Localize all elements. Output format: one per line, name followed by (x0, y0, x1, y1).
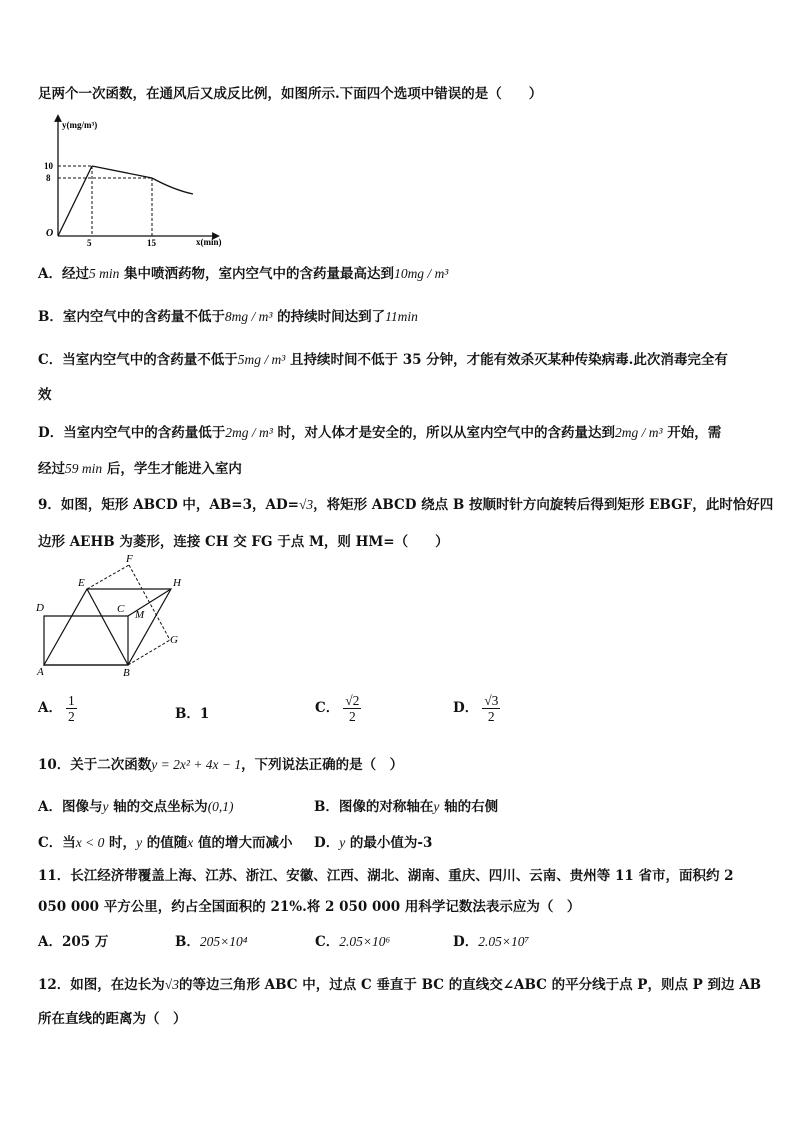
dash-ef (87, 565, 129, 589)
label-c: C (117, 603, 125, 615)
q11-option-b: B．205×10⁴ (175, 934, 248, 950)
dash-bg (128, 640, 170, 665)
q11-option-c: C．2.05×10⁶ (315, 934, 391, 950)
q10-stem: 10．关于二次函数y = 2x² + 4x − 1，下列说法正确的是（ ） (38, 757, 404, 773)
y-tick-8: 8 (46, 173, 51, 183)
q9-option-d: D． $\frac{√3}{2}$ (453, 693, 499, 724)
q8-option-c: C．当室内空气中的含药量不低于5mg / m³ 且持续时间不低于 35 分钟，才能有效杀灭某种传染病毒.此次消毒完全有 (38, 352, 728, 368)
q9-option-a: A． $\frac{1}{2}$ (38, 693, 75, 724)
q10-option-b: B．图像的对称轴在y 轴的右侧 (314, 799, 499, 815)
label-a: A (37, 666, 44, 678)
q9-stem-cont: 边形 AEHB 为菱形，连接 CH 交 FG 于点 M，则 HM=（ ） (38, 534, 449, 550)
q9-option-b: B．1 (175, 706, 210, 722)
label-b: B (123, 667, 130, 679)
q10-option-d: D．y 的最小值为-3 (314, 835, 433, 851)
q12-stem: 12．如图，在边长为√3的等边三角形 ABC 中，过点 C 垂直于 BC 的直线交∠ABC 的平分线于点 P，则点 P 到边 AB (38, 977, 762, 993)
x-tick-5: 5 (87, 238, 92, 248)
y-axis-label: y(mg/m³) (62, 120, 98, 130)
x-tick-15: 15 (147, 238, 156, 248)
q8-option-b: B．室内空气中的含药量不低于8mg / m³ 的持续时间达到了11min (38, 309, 418, 325)
label-m: M (135, 609, 145, 621)
q12-stem-cont: 所在直线的距离为（ ） (38, 1011, 187, 1027)
q9-figure (34, 552, 204, 682)
label-e: E (78, 577, 85, 589)
rise-segment (58, 166, 92, 236)
q10-option-c: C．当x < 0 时，y 的值随x 值的增大而减小 (38, 835, 293, 851)
q11-stem: 11．长江经济带覆盖上海、江苏、浙江、安徽、江西、湖北、湖南、重庆、四川、云南、贵州等 11 省市，面积约 2 (38, 868, 734, 884)
q8-option-c-cont: 效 (38, 387, 52, 403)
y-tick-10: 10 (44, 161, 53, 171)
q8-option-a: A．经过5 min 集中喷洒药物，室内空气中的含药量最高达到10mg / m³ (38, 266, 449, 282)
q8-option-d: D．当室内空气中的含药量低于2mg / m³ 时，对人体才是安全的，所以从室内空气中的含药量达到2mg / m³ 开始，需 (38, 425, 722, 441)
q9-stem: 9．如图，矩形 ABCD 中，AB=3，AD=√3，将矩形 ABCD 绕点 B 按顺时针方向旋转后得到矩形 EBGF，此时恰好四 (38, 497, 774, 513)
inverse-curve (152, 178, 193, 194)
q8-stem: 足两个一次函数，在通风后又成反比例，如图所示.下面四个选项中错误的是（ ） (38, 86, 543, 102)
label-h: H (173, 577, 181, 589)
q8-graph (38, 112, 228, 252)
segment-eb (87, 589, 128, 665)
label-d: D (36, 602, 44, 614)
label-g: G (170, 634, 178, 646)
decline-segment (92, 166, 152, 178)
q11-option-a: A．205 万 (38, 934, 109, 950)
label-f: F (126, 553, 133, 565)
x-axis-label: x(min) (196, 237, 222, 247)
origin-label: O (46, 228, 54, 239)
q11-stem-cont: 050 000 平方公里，约占全国面积的 21%.将 2 050 000 用科学记数法表示应为（ ） (38, 899, 581, 915)
q11-option-d: D．2.05×10⁷ (453, 934, 530, 950)
q8-option-d-cont: 经过59 min 后，学生才能进入室内 (38, 461, 242, 477)
q9-option-c: C． $\frac{√2}{2}$ (315, 693, 360, 724)
q10-option-a: A．图像与y 轴的交点坐标为(0,1) (38, 799, 234, 815)
